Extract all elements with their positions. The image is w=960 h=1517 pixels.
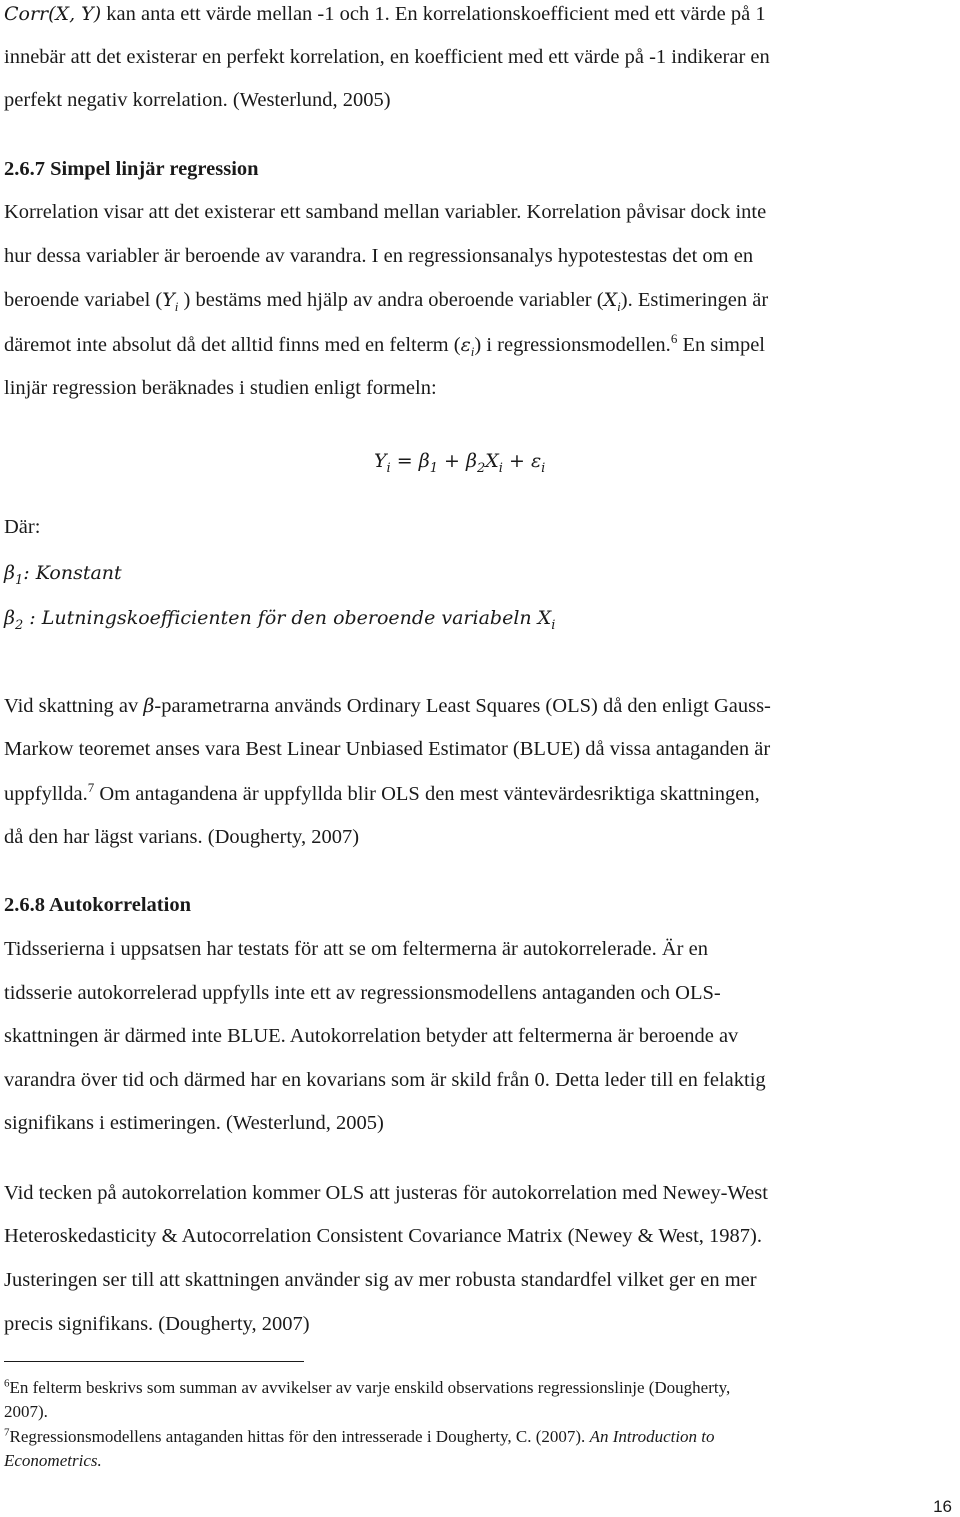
dar-label: Där:	[4, 516, 41, 538]
section-heading: 2.6.8 Autokorrelation	[4, 894, 191, 916]
math-symbol: Y	[162, 289, 175, 311]
page-number: 16	[933, 1497, 952, 1516]
paragraph-line: hur dessa variabler är beroende av varandra. I en regressionsanalys hypotestestas det om en	[4, 245, 754, 267]
paragraph-line: Corr(X, Y) kan anta ett värde mellan -1 och 1. En korrelationskoefficient med ett värde på 1	[4, 3, 766, 25]
paragraph-line: tidsserie autokorrelerad uppfylls inte ett av regressionsmodellens antaganden och OLS-	[4, 982, 721, 1004]
footnote-6-cont: 2007).	[4, 1402, 48, 1421]
paragraph-line: Markow teoremet anses vara Best Linear Unbiased Estimator (BLUE) då vissa antaganden är	[4, 738, 771, 760]
math-symbol: β	[143, 695, 155, 717]
paragraph-line: skattningen är därmed inte BLUE. Autokorrelation betyder att feltermerna är beroende av	[4, 1025, 739, 1047]
beta1-definition: $\beta_1$: Konstant	[4, 562, 122, 588]
paragraph-line: Vid tecken på autokorrelation kommer OLS att justeras för autokorrelation med Newey-West	[4, 1182, 768, 1204]
footnote-marker: 7	[87, 780, 95, 796]
paragraph-line: beroende variabel ($Y_i$ ) bestäms med hjälp av andra oberoende variabler $(X_i)$. Estimeringen är	[4, 289, 769, 315]
paragraph-line: linjär regression beräknades i studien enligt formeln:	[4, 377, 437, 399]
footnote-6: $^6$En felterm beskrivs som summan av avvikelser av varje enskild observations regressionslinje (Dougherty,	[4, 1377, 731, 1397]
paragraph-line: uppfyllda.$^7$ Om antagandena är uppfyllda blir OLS den mest väntevärdesriktiga skattningen,	[4, 780, 760, 805]
paragraph-line: Heteroskedasticity & Autocorrelation Consistent Covariance Matrix (Newey & West, 1987).	[4, 1225, 762, 1247]
regression-formula: $Y_i = \beta_1 + \beta_2X_i + \varepsilon_i$	[374, 450, 546, 476]
paragraph-line: perfekt negativ korrelation. (Westerlund, 2005)	[4, 89, 391, 111]
paragraph-line: innebär att det existerar en perfekt korrelation, en koefficient med ett värde på -1 indikerar en	[4, 46, 770, 68]
paragraph-line: däremot inte absolut då det alltid finns med en felterm $(\varepsilon_i)$ i regressionsmodellen.$^6$ En simpel	[4, 331, 765, 360]
footnote-7: $^7$Regressionsmodellens antaganden hittas för den intresserade i Dougherty, C. (2007). An Introduction to	[4, 1426, 715, 1446]
paragraph-line: precis signifikans. (Dougherty, 2007)	[4, 1313, 310, 1335]
math-corr: Corr(X, Y)	[4, 3, 102, 25]
beta2-definition: $\beta_2$ : Lutningskoefficienten för den oberoende variabeln $X_i$	[4, 607, 556, 633]
footnote-7-cont: Econometrics.	[4, 1451, 102, 1470]
math-symbol: ε	[460, 334, 471, 356]
paragraph-line: Tidsserierna i uppsatsen har testats för att se om feltermerna är autokorrelerade. Är en	[4, 938, 708, 960]
section-heading: 2.6.7 Simpel linjär regression	[4, 158, 259, 180]
paragraph-line: Justeringen ser till att skattningen använder sig av mer robusta standardfel vilket ger en mer	[4, 1269, 757, 1291]
footnote-divider	[4, 1361, 304, 1362]
footnote-marker: 6	[670, 331, 678, 347]
paragraph-line: Vid skattning av β-parametrarna används Ordinary Least Squares (OLS) då den enligt Gauss-	[4, 695, 771, 717]
paragraph-line: då den har lägst varians. (Dougherty, 2007)	[4, 826, 360, 848]
paragraph-line: Korrelation visar att det existerar ett samband mellan variabler. Korrelation påvisar dock inte	[4, 201, 767, 223]
math-symbol: X	[603, 289, 618, 311]
paragraph-line: signifikans i estimeringen. (Westerlund, 2005)	[4, 1112, 384, 1134]
paragraph-line: varandra över tid och därmed har en kovarians som är skild från 0. Detta leder till en felaktig	[4, 1069, 766, 1091]
